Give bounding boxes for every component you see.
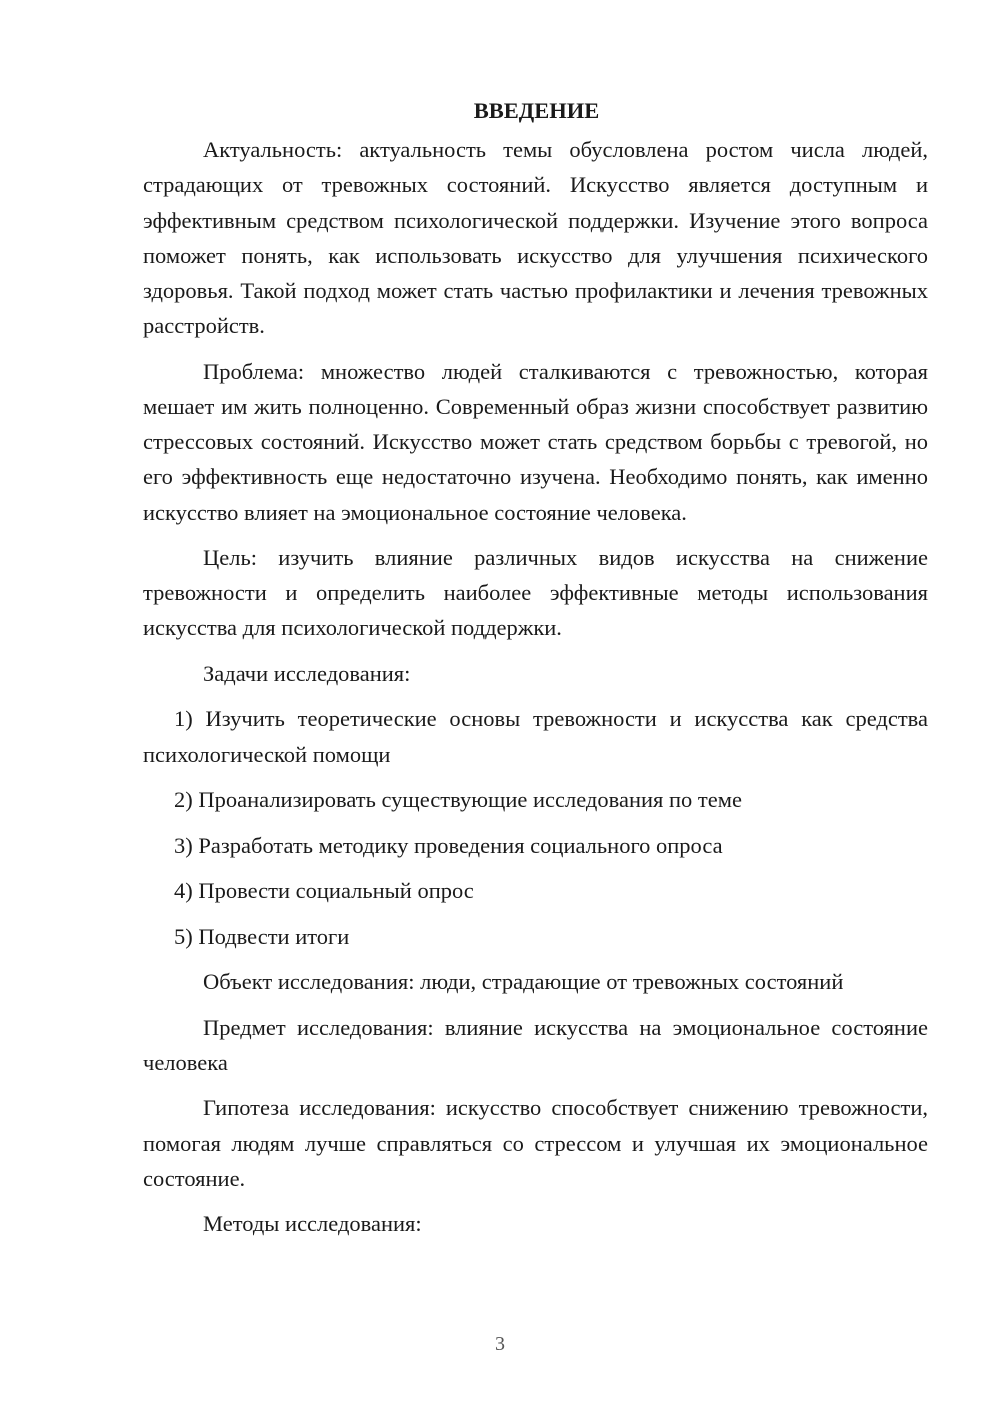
task-item-3: 3) Разработать методику проведения социального опроса [174,832,723,858]
task-item-5: 5) Подвести итоги [174,923,350,949]
task-item-2: 2) Проанализировать существующие исследования по теме [174,787,742,813]
methods-heading: Методы исследования: [203,1211,422,1237]
document-page [143,93,928,1241]
page-number: 3 [495,1333,505,1355]
task-item-1: 1) Изучить теоретические основы тревожности и искусства как средства психологической помощи [143,706,928,767]
problem-paragraph: Проблема: множество людей сталкиваются с тревожностью, которая мешает им жить полноценно. Современный образ жизни способствует развитию стрессовых состояний. Искусство может стать средством борьбы с тревогой, но его эффективность еще недостаточно изучена. Необходимо понять, как именно искусство влияет на эмоциональное состояние человека. [143,358,928,525]
section-title: ВВЕДЕНИЕ [473,98,600,123]
goal-paragraph: Цель: изучить влияние различных видов искусства на снижение тревожности и определить наиболее эффективные методы использования искусства для психологической поддержки. [143,545,928,641]
tasks-heading: Задачи исследования: [203,660,411,686]
hypothesis-paragraph: Гипотеза исследования: искусство способствует снижению тревожности, помогая людям лучше справляться со стрессом и улучшая их эмоциональное состояние. [143,1095,928,1191]
relevance-paragraph: Актуальность: актуальность темы обусловлена ростом числа людей, страдающих от тревожных состояний. Искусство является доступным и эффективным средством психологической поддержки. Изучение этого вопроса поможет понять, как использовать искусство для улучшения психического здоровья. Такой подход может стать частью профилактики и лечения тревожных расстройств. [143,137,928,339]
task-item-4: 4) Провести социальный опрос [174,878,474,904]
subject-paragraph: Предмет исследования: влияние искусства на эмоциональное состояние человека [143,1014,928,1075]
object-paragraph: Объект исследования: люди, страдающие от тревожных состояний [203,969,844,995]
